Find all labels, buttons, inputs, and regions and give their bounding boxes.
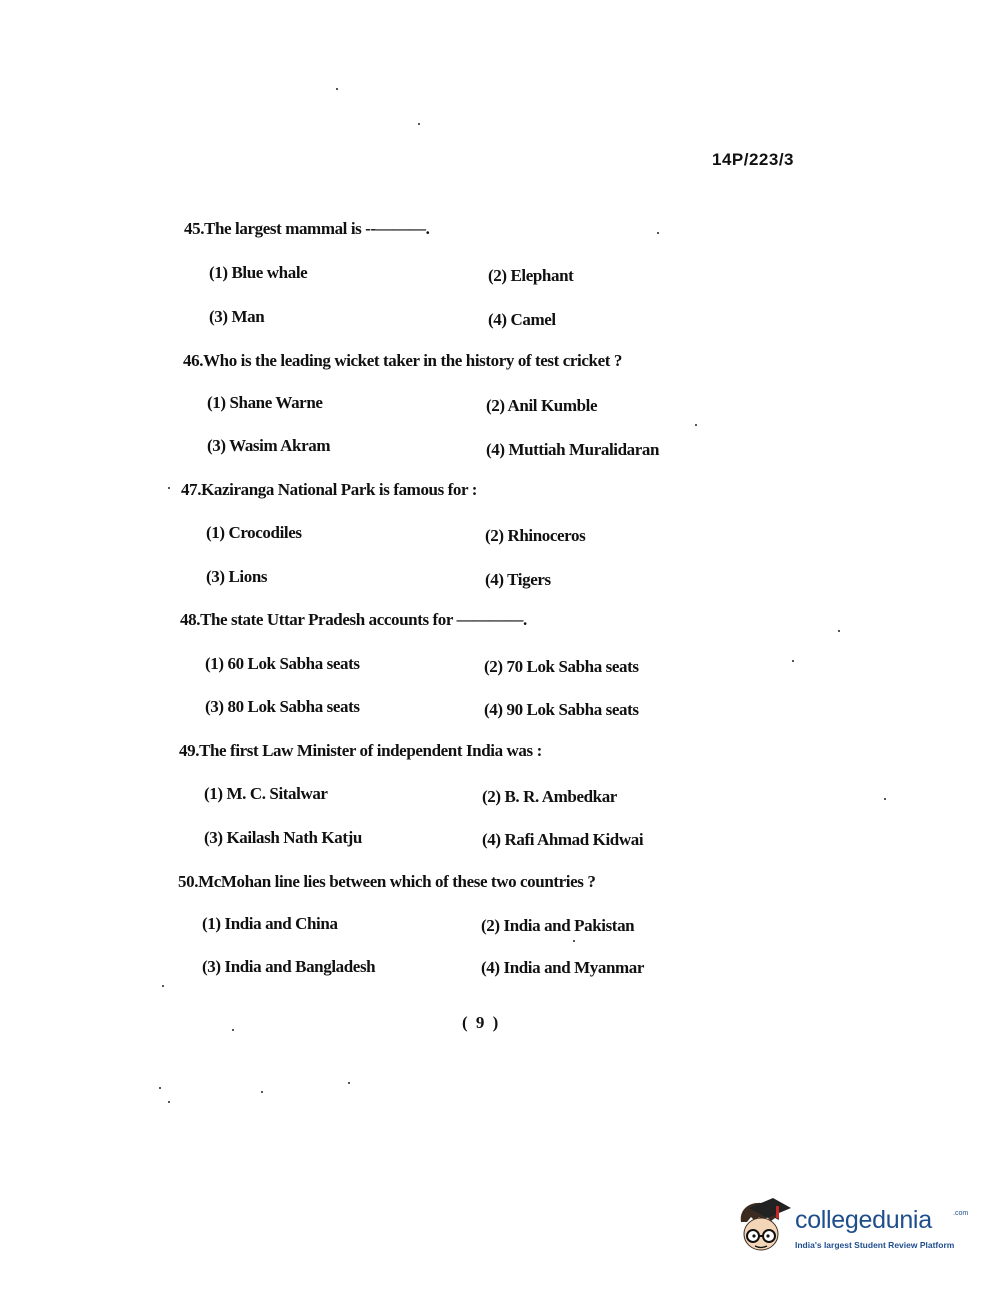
option-3: (3) Man	[209, 307, 265, 326]
scan-speck	[792, 660, 794, 662]
option-2: (2) B. R. Ambedkar	[482, 787, 617, 806]
question-text	[181, 480, 477, 500]
student-mascot-icon	[735, 1196, 793, 1260]
option-2: (2) Anil Kumble	[486, 396, 598, 415]
scan-speck	[232, 1029, 234, 1031]
question-text	[179, 741, 542, 761]
option-3: (3) Kailash Nath Katju	[204, 828, 362, 847]
logo-tagline: India's largest Student Review Platform	[795, 1240, 955, 1250]
question-stem: Kaziranga National Park is famous for :	[201, 480, 477, 499]
question-number: 48.	[180, 610, 201, 629]
option-4: (4) Muttiah Muralidaran	[486, 440, 660, 459]
option-4: (4) Tigers	[485, 570, 551, 589]
question-number: 45.	[184, 219, 205, 238]
scan-speck	[884, 798, 886, 800]
question-number: 50.	[178, 872, 199, 891]
page-number: ( 9 )	[462, 1013, 501, 1032]
question-stem: The state Uttar Pradesh accounts for	[200, 610, 453, 629]
option-4: (4) India and Myanmar	[481, 958, 645, 977]
question-text	[178, 872, 595, 892]
scan-speck	[168, 1101, 170, 1103]
option-4: (4) Camel	[488, 310, 556, 329]
collegedunia-logo	[735, 1196, 969, 1260]
scan-speck	[838, 630, 840, 632]
option-1: (1) Crocodiles	[206, 523, 302, 542]
question-number: 47.	[181, 480, 202, 499]
option-1: (1) 60 Lok Sabha seats	[205, 654, 360, 673]
logo-tld: .com	[953, 1210, 969, 1217]
option-3: (3) Wasim Akram	[207, 436, 331, 455]
option-3: (3) 80 Lok Sabha seats	[205, 697, 360, 716]
scan-speck	[573, 940, 575, 942]
question-stem: The first Law Minister of independent India was :	[199, 741, 542, 760]
paper-code: 14P/223/3	[712, 150, 795, 169]
scan-speck	[168, 487, 170, 489]
scan-speck	[348, 1082, 350, 1084]
question-number: 49.	[179, 741, 200, 760]
option-4: (4) Rafi Ahmad Kidwai	[482, 830, 644, 849]
answer-blank: --———.	[365, 219, 430, 238]
scan-speck	[336, 88, 338, 90]
question-stem: Who is the leading wicket taker in the history of test cricket ?	[203, 351, 622, 370]
question-stem: The largest mammal is	[204, 219, 362, 238]
logo-wordmark: collegedunia	[795, 1206, 932, 1234]
scan-speck	[159, 1087, 161, 1089]
scan-speck	[261, 1091, 263, 1093]
question-number: 46.	[183, 351, 204, 370]
question-text	[184, 219, 429, 239]
scan-speck	[657, 232, 659, 234]
option-2: (2) Rhinoceros	[485, 526, 586, 545]
option-4: (4) 90 Lok Sabha seats	[484, 700, 639, 719]
question-text	[180, 610, 527, 630]
option-3: (3) Lions	[206, 567, 268, 586]
option-1: (1) Shane Warne	[207, 393, 323, 412]
option-2: (2) India and Pakistan	[481, 916, 635, 935]
question-stem: McMohan line lies between which of these two countries ?	[198, 872, 596, 891]
scan-speck	[695, 424, 697, 426]
option-1: (1) M. C. Sitalwar	[204, 784, 328, 803]
scan-speck	[162, 985, 164, 987]
option-1: (1) Blue whale	[209, 263, 308, 282]
option-1: (1) India and China	[202, 914, 338, 933]
option-2: (2) 70 Lok Sabha seats	[484, 657, 639, 676]
option-3: (3) India and Bangladesh	[202, 957, 376, 976]
option-2: (2) Elephant	[488, 266, 574, 285]
question-text	[183, 351, 622, 371]
scan-speck	[418, 123, 420, 125]
answer-blank: ————.	[456, 610, 527, 629]
